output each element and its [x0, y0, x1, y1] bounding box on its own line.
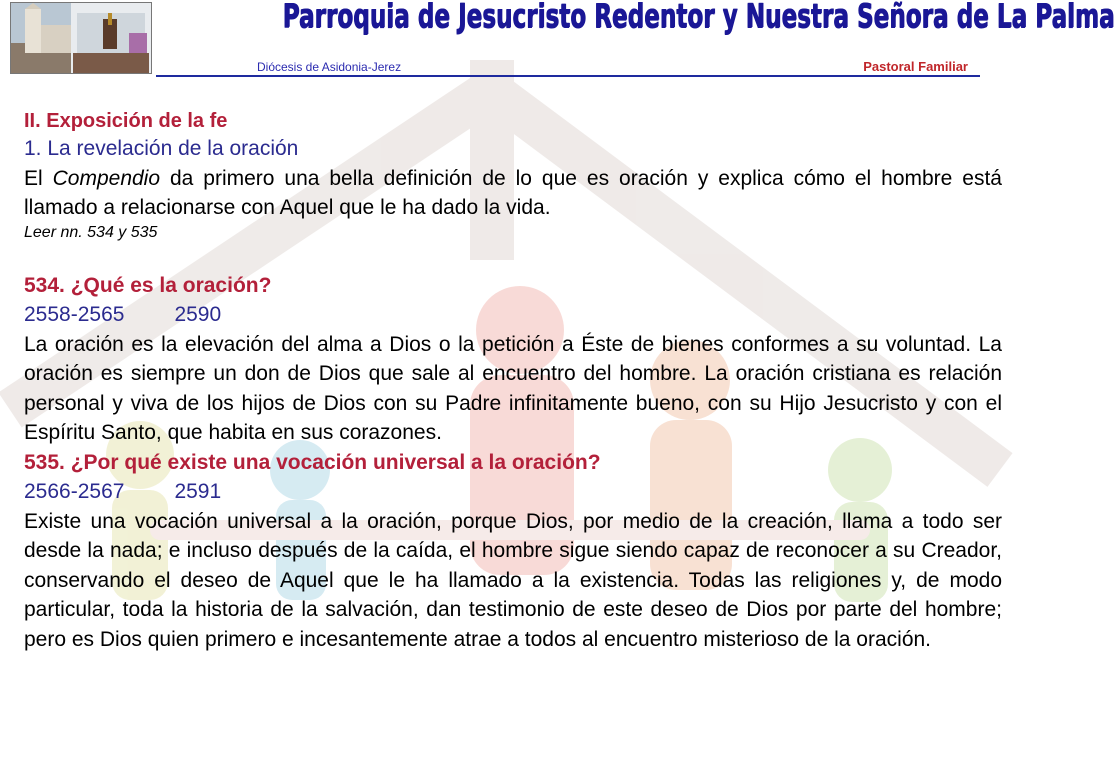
- parish-church-photo-icon: [10, 2, 152, 74]
- spacer: [24, 243, 1002, 271]
- intro-paragraph: [24, 164, 1002, 223]
- reference-range: 2558-2565: [24, 303, 125, 326]
- question-534-answer: La oración es la elevación del alma a Dios o la petición a Éste de bienes conformes a su voluntad. La oración es siempre un don de Dios que sale al encuentro del hombre. La oración cristiana es relación personal y viva de los hijos de Dios con su Padre infinitamente bueno, con su Hijo Jesucristo y con el Espíritu Santo, que habita en sus corazones.: [24, 332, 1002, 444]
- reference-range: 2566-2567: [24, 480, 125, 503]
- intro-text-before: El: [24, 166, 53, 190]
- slide-body: [24, 108, 1002, 654]
- read-note: Leer nn. 534 y 535: [24, 223, 158, 241]
- slide-header: [0, 0, 1115, 80]
- section-title: II. Exposición de la fe: [24, 110, 228, 132]
- question-534-references: [24, 300, 1002, 330]
- question-535-answer: Existe una vocación universal a la oración, porque Dios, por medio de la creación, llama a todo ser desde la nada; e incluso después de la caída, el hombre sigue siendo capaz de reconocer a su Creador, conservando el deseo de Aquel que le ha llamado a la existencia. Todas las religiones y, de modo particular, toda la historia de la salvación, dan testimonio de este deseo de Dios por parte del hombre; pero es Dios quien primero e incesantemente atrae a todos al encuentro misterioso de la oración.: [24, 509, 1002, 651]
- subsection-title: 1. La revelación de la oración: [24, 137, 299, 160]
- department-label: Pastoral Familiar: [863, 59, 968, 74]
- intro-text-after: da primero una bella definición de lo que es oración y explica cómo el hombre está llamado a relacionarse con Aquel que le ha dado la vida.: [24, 166, 1002, 219]
- question-534-title: 534. ¿Qué es la oración?: [24, 273, 272, 297]
- reference-number: 2590: [174, 303, 222, 326]
- question-535-references: [24, 477, 1002, 507]
- reference-number: 2591: [174, 480, 222, 503]
- header-divider: [156, 75, 980, 77]
- parish-title: Parroquia de Jesucristo Redentor y Nuestra Señora de La Palma: [282, 0, 1115, 35]
- question-535-title: 535. ¿Por qué existe una vocación universal a la oración?: [24, 450, 601, 474]
- compendio-emphasis: Compendio: [52, 166, 161, 190]
- diocese-label: Diócesis de Asidonia-Jerez: [257, 60, 402, 74]
